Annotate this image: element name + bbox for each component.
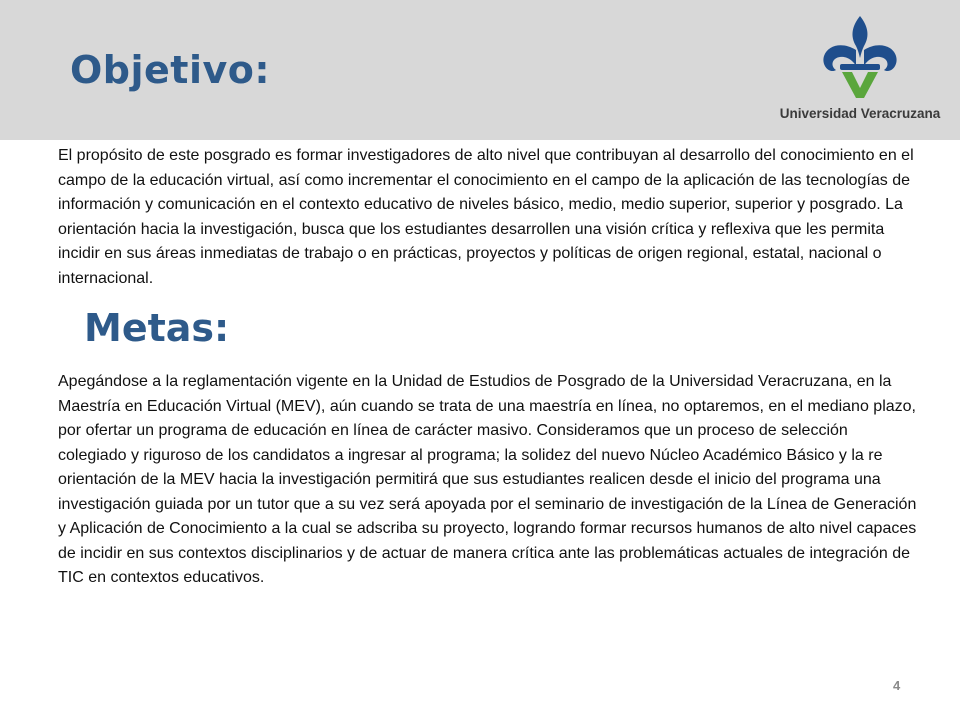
page-number: 4 <box>893 678 901 693</box>
metas-title: Metas: <box>84 306 230 350</box>
metas-paragraph: Apegándose a la reglamentación vigente en la Unidad de Estudios de Posgrado de la Universidad Veracruzana, en la Maestría en Educación Virtual (MEV), aún cuando se trata de una maestría en línea, no optaremos, en el mediano plazo, por ofertar un programa de educación en línea de carácter masivo. Consideramos que un proceso de selección colegiado y riguroso de los candidatos a ingresar al programa; la solidez del nuevo Núcleo Académico Básico y la re orientación de la MEV hacia la investigación permitirá que sus estudiantes realicen desde el inicio del programa una investigación guiada por un tutor que a su vez será apoyada por el seminario de investigación de la Línea de Generación y Aplicación de Conocimiento a la cual se adscriba su proyecto, logrando formar recursos humanos de alto nivel capaces de incidir en sus contextos disciplinarios y de actuar de manera crítica ante las problemáticas actuales de integración de TIC en contextos educativos. <box>58 373 917 586</box>
objetivo-paragraph: El propósito de este posgrado es formar investigadores de alto nivel que contribuyan al desarrollo del conocimiento en el campo de la educación virtual, así como incrementar el conocimiento en el campo de la aplicación de las tecnologías de información y comunicación en el contexto educativo de niveles básico, medio, medio superior, superior y posgrado. La orientación hacia la investigación, busca que los estudiantes desarrollen una visión crítica y reflexiva que les permita incidir en sus áreas inmediatas de trabajo o en prácticas, proyectos y políticas de origen regional, estatal, nacional o internacional. <box>58 147 914 287</box>
university-logo <box>770 14 950 124</box>
page-title: Objetivo: <box>70 48 271 92</box>
fleur-de-lis-icon <box>818 14 902 100</box>
university-name: Universidad Veracruzana <box>779 106 941 121</box>
